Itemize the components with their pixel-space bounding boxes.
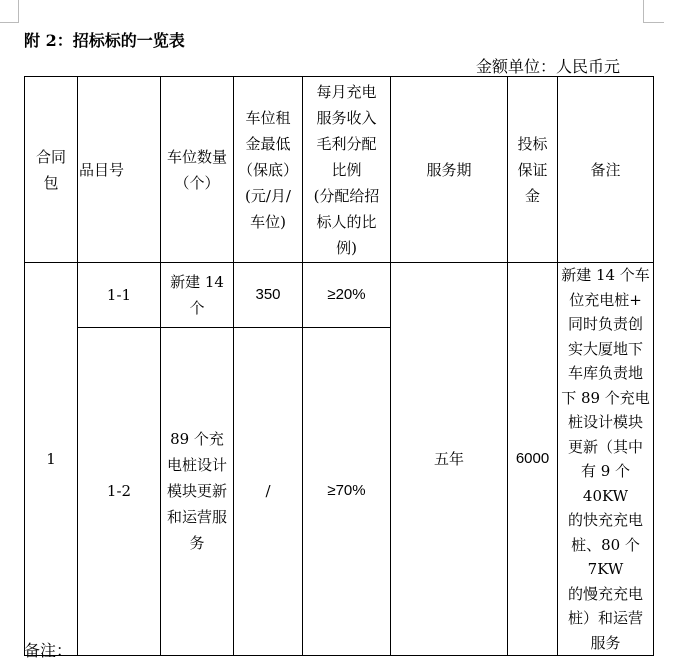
header-deposit: 投标 保证 金 bbox=[508, 77, 558, 263]
item-cell: 1-1 bbox=[78, 263, 161, 328]
notes-label: 备注： bbox=[24, 641, 73, 660]
header-qty: 车位数量 （个） bbox=[161, 77, 234, 263]
header-package: 合同 包 bbox=[25, 77, 78, 263]
table-row bbox=[25, 263, 654, 328]
document-title: 附 2：招标标的一览表 bbox=[24, 31, 185, 50]
package-cell: 1 bbox=[25, 263, 78, 656]
qty-cell: 新建 14 个 bbox=[161, 263, 234, 328]
period-cell: 五年 bbox=[391, 263, 508, 656]
currency-unit: 金额单位：人民币元 bbox=[476, 57, 621, 76]
share-cell: ≥20% bbox=[303, 263, 391, 328]
remark-cell: 新建 14 个车 位充电桩+ 同时负责创 实大厦地下 车库负责地 下 89 个充电 桩设计模块 更新（其中 有 9 个 40KW 的快充充电 桩、80 个 7KW 的慢充充电 桩）和运营 服务 bbox=[558, 263, 654, 656]
deposit-cell: 6000 bbox=[508, 263, 558, 656]
page-corner-mark bbox=[643, 0, 664, 23]
rent-cell: 350 bbox=[234, 263, 303, 328]
header-rent: 车位租 金最低 （保底） (元/月/ 车位) bbox=[234, 77, 303, 263]
item-cell: 1-2 bbox=[78, 327, 161, 655]
share-cell: ≥70% bbox=[303, 327, 391, 655]
header-remark: 备注 bbox=[558, 77, 654, 263]
header-row bbox=[25, 77, 654, 263]
bid-table bbox=[24, 76, 654, 656]
qty-cell: 89 个充 电桩设计 模块更新 和运营服 务 bbox=[161, 327, 234, 655]
header-item: 品目号 bbox=[78, 77, 161, 263]
header-period: 服务期 bbox=[391, 77, 508, 263]
rent-cell: / bbox=[234, 327, 303, 655]
header-share: 每月充电 服务收入 毛利分配 比例 (分配给招 标人的比 例) bbox=[303, 77, 391, 263]
page-corner-mark bbox=[0, 0, 19, 23]
